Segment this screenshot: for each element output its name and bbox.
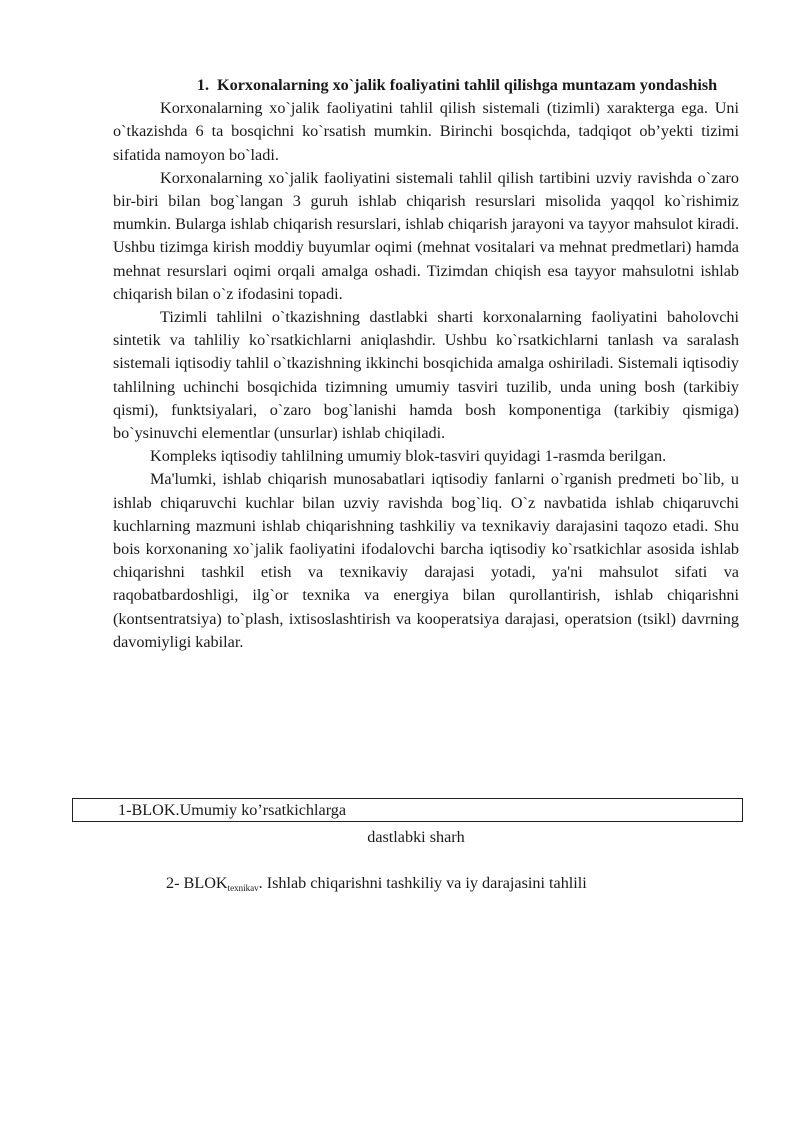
block-2-text: . Ishlab chiqarishni tashkiliy va iy darajasini tahlili [258, 874, 587, 892]
block-2-prefix: 2- BLOK [166, 874, 228, 892]
block-2-subscript: texnikav [227, 883, 259, 893]
paragraph-5: Ma'lumki, ishlab chiqarish munosabatlari iqtisodiy fanlarni o`rganish predmeti bo`lib, u ishlab chiqaruvchi kuchlar bilan uzviy ravishda bog`liq. O`z navbatida ishlab chiqaruvchi kuchlarning mazmuni ishlab chiqarishning tashkiliy va texnikaviy darajasini taqozo etadi. Shu bois korxonaning xo`jalik faoliyatini ifodalovchi barcha iqtisodiy ko`rsatkichlar asosida ishlab chiqarishni tashkil etish va texnikaviy darajasi yotadi, ya'ni mahsulot sifati va raqobatbardoshligi, ilg`or texnika va energiya bilan qurollantirish, ishlab chiqarishni (kontsentratsiya) to`plash, ixtisoslashtirish va kooperatsiya darajasi, operatsion (tsikl) davrning davomiyligi kabilar. [113, 470, 739, 651]
section-heading [113, 74, 739, 97]
block-1-subtitle: dastlabki sharh [367, 828, 465, 846]
block-1-box [72, 798, 743, 822]
paragraph-4: Kompleks iqtisodiy tahlilning umumiy blok-tasviri quyidagi 1-rasmda berilgan. [150, 447, 667, 466]
paragraph-2: Korxonalarning xo`jalik faoliyatini sistemali tahlil qilish tartibini uzviy ravishda o`zaro bir-biri bilan bog`langan 3 guruh ishlab chiqarish resurslari misolida yaqqol ko`rishimiz mumkin. Bularga ishlab chiqarish resurslari, ishlab chiqarish jarayoni va tayyor mahsulot kiradi. Ushbu tizimga kirish moddiy buyumlar oqimi (mehnat vositalari va mehnat predmetlari) hamda mehnat resurslari oqimi orqali amalga oshadi. Tizimdan chiqish esa tayyor mahsulotni ishlab chiqarish bilan o`z ifodasini topadi. [113, 168, 739, 303]
block-2-title [166, 872, 587, 899]
section-title: Korxonalarning xo`jalik foaliyatini tahlil qilishga muntazam yondashish [217, 76, 718, 94]
block-1-title: 1-BLOK.Umumiy ko’rsatkichlarga [118, 801, 347, 819]
document-body [113, 74, 739, 654]
paragraph-3: Tizimli tahlilni o`tkazishning dastlabki sharti korxonalarning faoliyatini baholovchi sintetik va tahliliy ko`rsatkichlarni aniqlashdir. Ushbu ko`rsatkichlarni tanlash va saralash sistemali iqtisodiy tahlil o`tkazishning ikkinchi bosqichida amalga oshiriladi. Sistemali iqtisodiy tahlilning uchinchi bosqichida tizimning umumiy tasviri tuzilib, unda uning bosh (tarkibiy qismi), funktsiyalari, o`zaro bog`lanishi hamda bosh komponentiga (tarkibiy qismiga) bo`ysinuvchi elementlar (unsurlar) ishlab chiqiladi. [113, 308, 739, 443]
paragraph-1: Korxonalarning xo`jalik faoliyatini tahlil qilish sistemali (tizimli) xarakterga ega. Uni o`tkazishda 6 ta bosqichni ko`rsatish mumkin. Birinchi bosqichda, tadqiqot ob’yekti tizimi sifatida namoyon bo`ladi. [113, 99, 739, 164]
section-number: 1. [196, 76, 210, 94]
